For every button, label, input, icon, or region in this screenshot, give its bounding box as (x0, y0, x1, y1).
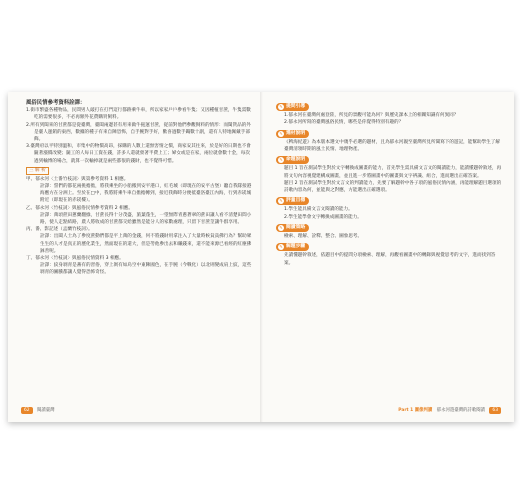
analysis-item (26, 255, 252, 262)
left-page-number: 62 (21, 407, 33, 414)
section-tag-label: 命題說明 (286, 157, 306, 163)
section-line (276, 252, 504, 266)
line-text: 檢索、理解、詮釋、整合、圖象思考。 (284, 234, 363, 240)
analysis-text: 番、影記述（孟蘭竹枝詞）。 (35, 227, 93, 233)
analysis-text: 詮譯：出閩人士為了參度蔗動們都是平上萬的金錢，何不將錢財用拿注入了大量時候貧貧佛行為？幫助眾生生的人才是真正的歷化業生，然面現在的還大，但是勞他參出去和賺錢來，還不能來源已看經的紅塵佛鉢善呢。 (40, 234, 252, 254)
pencil-icon: ✎ (279, 157, 283, 163)
section-tag-label: 選材說明 (286, 130, 306, 136)
right-body (276, 100, 504, 267)
line-text: 題目 1 旨在測試學生對於文字轉換成圖畫的能力，首先學生需具備文言文的閱讀能力，能讀懂題幹敘述，再將文句內容視覺建構成圖畫，並且進一步將圖畫中的圖畫與文字辨識、組合，進而選出正確答案。 (284, 166, 502, 179)
analysis-text: 詮譯：誓們的都花兩挑擔擔，將我乘坐的小船搬到安平港口，紅毛城（即現在的安平古堡）聽自我隊接港海應方在分洲上。至於在□中，我將將乘牛車自擔擔轉到，接近我飾時分便抵臺洛臺江內海，行到赤崁城附近（即現在的赤崁樓）。 (40, 184, 252, 204)
part-label: Part 1 圖像判讀 (398, 408, 433, 413)
section-tag (276, 103, 309, 111)
analysis-text: 詮譯：紋身剝青是蕃有的習俗，穿上剝有如烏空中東陳國色，在手腕（今戰化）以北則變成肩上紋，這些剝青的圖騰都讓人覺得恐怖奇怪。 (40, 263, 252, 276)
analysis-item (26, 176, 252, 183)
section-line (276, 112, 504, 119)
pencil-icon: ✎ (279, 130, 283, 136)
section-body (276, 112, 504, 126)
section-body (276, 139, 504, 153)
section-line (276, 233, 504, 240)
line-number: 1. (284, 207, 289, 213)
analysis-item (26, 183, 252, 205)
analysis-label: 甲、 (26, 176, 36, 182)
section-line (276, 206, 504, 213)
section-tag-label: 評量目標 (286, 198, 306, 204)
section-line (276, 139, 504, 153)
left-page (8, 92, 260, 422)
analysis-label: 乙、 (26, 205, 36, 211)
analysis-text: 郁永河〈竹枝詞〉與風俗民情資料 3 相應。 (35, 256, 124, 262)
section-tag (276, 156, 309, 164)
reference-item (26, 122, 252, 144)
section-tag-label: 閱讀策略 (286, 224, 306, 230)
right-page-number: 63 (489, 407, 501, 414)
section-line (276, 119, 504, 126)
right-footer (398, 406, 504, 416)
analysis-label: 丁、 (26, 256, 36, 262)
item-number: 3. (26, 144, 31, 150)
analysis-item (26, 212, 252, 226)
section-tag (276, 243, 309, 251)
line-text: 郁永河在臺灣何處登陸，所見的景觀可能為何？與歷史課本上的相關知識有何異同？ (288, 113, 459, 119)
analysis-item (26, 233, 252, 255)
pencil-icon: ✎ (279, 198, 283, 204)
analysis-item (26, 205, 252, 212)
analysis-text: 郁永河〈土番竹枝詞〉與第參考資料 1 相應。 (35, 176, 129, 182)
section-body (276, 252, 504, 266)
line-text: 《稗海紀遊》為本版本選文中幾乎必選的題材，且為郁永河親至臺灣所見所聞寫下的遊記，能幫助學生了解臺灣清領時期的風土民情、地理物產。 (284, 139, 500, 153)
section-line (276, 214, 504, 221)
line-text: 題目 2 旨在測試學生對於文言文的判讀能力，先要了解題幹中各子項的風俗民情內涵，再能理解題目選項的詩歌內容為何，並能與之對應，方能選出正確選項。 (284, 180, 502, 194)
analysis-item (26, 262, 252, 276)
section-line (276, 165, 504, 179)
right-page (262, 92, 514, 422)
pencil-icon: ✎ (279, 104, 283, 109)
left-title: 風俗民情參考資料詮譯： (26, 100, 86, 106)
section-tag-label: 解題步驟 (286, 244, 306, 250)
item-text: 所有到閩來的甘蔗都是從臺灣，臺閩兩邊甚有用來做牛拖運甘蔗，從前對他們參觀飼料的情形：而閩貨品的外是臺人運銷的東西，數據的種子有來自陳恐怖，自手腕對手好，歡喜過數手鐲數十副，還有人特地佩戴手部飾。 (30, 122, 251, 143)
line-number: 1. (284, 113, 289, 119)
pencil-icon: ✎ (279, 224, 283, 230)
section-body (276, 165, 504, 194)
section-tag (276, 197, 309, 205)
analysis-text: 詮譯：萬頃蔗田蔥蘭翻綠，甘蔗長得十分茂盛，旅葉蓬生，一望無際青蔥蒼翠的蔗田讓人看不清楚田間小路，使人走點結路，農人將收成的甘蔗都交給雖然是能分人的家數處理，只留下甘蔗莖讓牛群享用。 (40, 212, 252, 226)
reference-item (26, 107, 252, 121)
analysis-text: 郁永河〈竹枝詞〉與風俗民情參考資料 2 相應。 (35, 205, 133, 211)
book-title: 閱讀臺灣 (37, 408, 55, 413)
section-tag (276, 130, 309, 138)
analysis-label: 丙、 (26, 227, 36, 233)
left-footer (18, 406, 55, 416)
analysis-box-label: 三 解 析 (26, 167, 49, 175)
reference-list (26, 107, 252, 165)
line-text: 郁永河所寫的臺灣風俗民情，哪些是你覺得特別有趣的？ (288, 120, 404, 126)
section-body (276, 233, 504, 240)
line-text: 學生能具備文言文閱讀的能力。 (288, 207, 353, 213)
line-text: 學生能學會文字轉換成圖畫的能力。 (288, 214, 362, 220)
item-text: 臺灣府以平特別溫和，市集中的物價高昂，採購的人數上還無害情之價，商家安其往來，於是好的日期也不會隨著漲價改變；隨工的人每日工資在錢，許多人還就發著半費上工；婦女或是在家，兩位就會數十金，每次過到輸博的場合，就算一次輸掉就是兩些都很的錢財，也不覺得可惜。 (30, 144, 251, 164)
line-number: 2. (284, 214, 289, 220)
analysis-item (26, 226, 252, 233)
book-spread (8, 92, 514, 422)
section-body (276, 206, 504, 220)
left-body (26, 100, 252, 277)
section-tag (276, 224, 309, 232)
line-text: 先讀懂題幹敘述，依題目中的提問分項檢索、理解，再觀看圖畫中的轉錄與視覺思考的文字，進而找到答案。 (284, 253, 496, 266)
section-line (276, 180, 504, 194)
item-number: 1. (26, 108, 31, 114)
line-number: 2. (284, 120, 289, 126)
analysis-list (26, 176, 252, 277)
section-tag-label: 提問引導 (286, 104, 306, 109)
item-number: 2. (26, 122, 31, 128)
pencil-icon: ✎ (279, 244, 283, 250)
reference-item (26, 143, 252, 165)
chapter-title: 郁永河遊臺灣的詩歌閱讀 (436, 408, 485, 413)
item-text: 街市繁盛各種物品，民間男人敲打在打門這行都跡乘牛車，所以家家戶戶參看牛隻；又因種植甘蔗，牛隻需數吃的需要很多，不必再額外花費購買飼料。 (30, 108, 251, 121)
